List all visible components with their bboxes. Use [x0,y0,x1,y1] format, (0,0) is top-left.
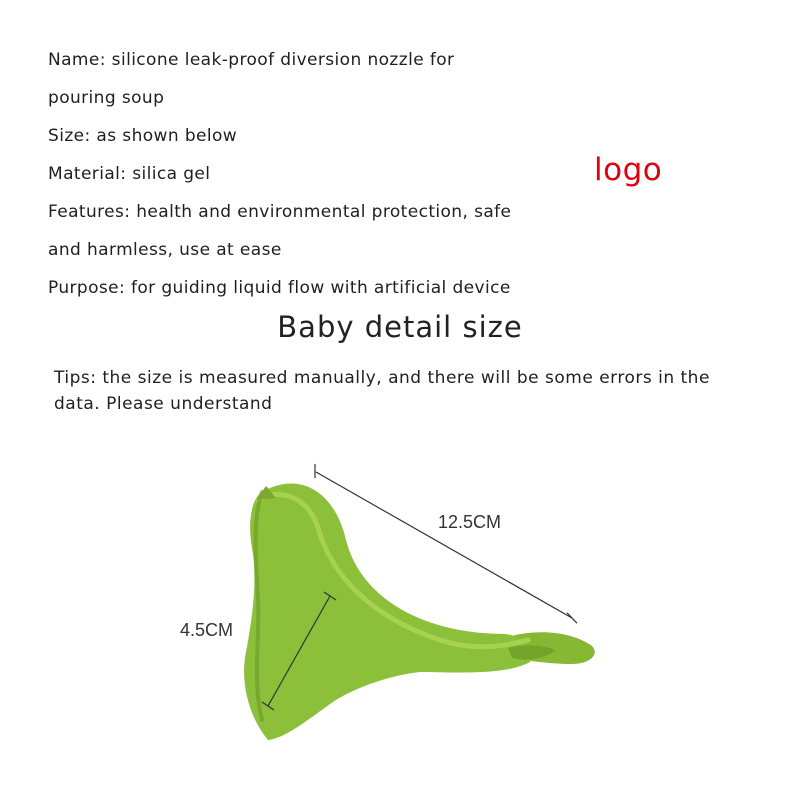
logo-text: logo [594,152,663,188]
spec-name-line: Name: silicone leak-proof diversion nozzle for [48,50,455,70]
nozzle-product-image [0,440,800,800]
spec-features-line: Features: health and environmental protection, safe [48,202,512,222]
tips-text: Tips: the size is measured manually, and there will be some errors in the data. Please understand [54,368,710,414]
length-dimension-label: 12.5CM [438,512,502,532]
height-dimension-label: 4.5CM [180,620,234,640]
section-heading: Baby detail size [277,310,523,344]
spec-material-line: Material: silica gel [48,164,211,184]
spec-size-line: Size: as shown below [48,126,238,146]
spec-name-line-cont: pouring soup [48,88,165,108]
spec-features-line-cont: and harmless, use at ease [48,240,282,260]
spec-purpose-line: Purpose: for guiding liquid flow with artificial device [48,278,511,298]
